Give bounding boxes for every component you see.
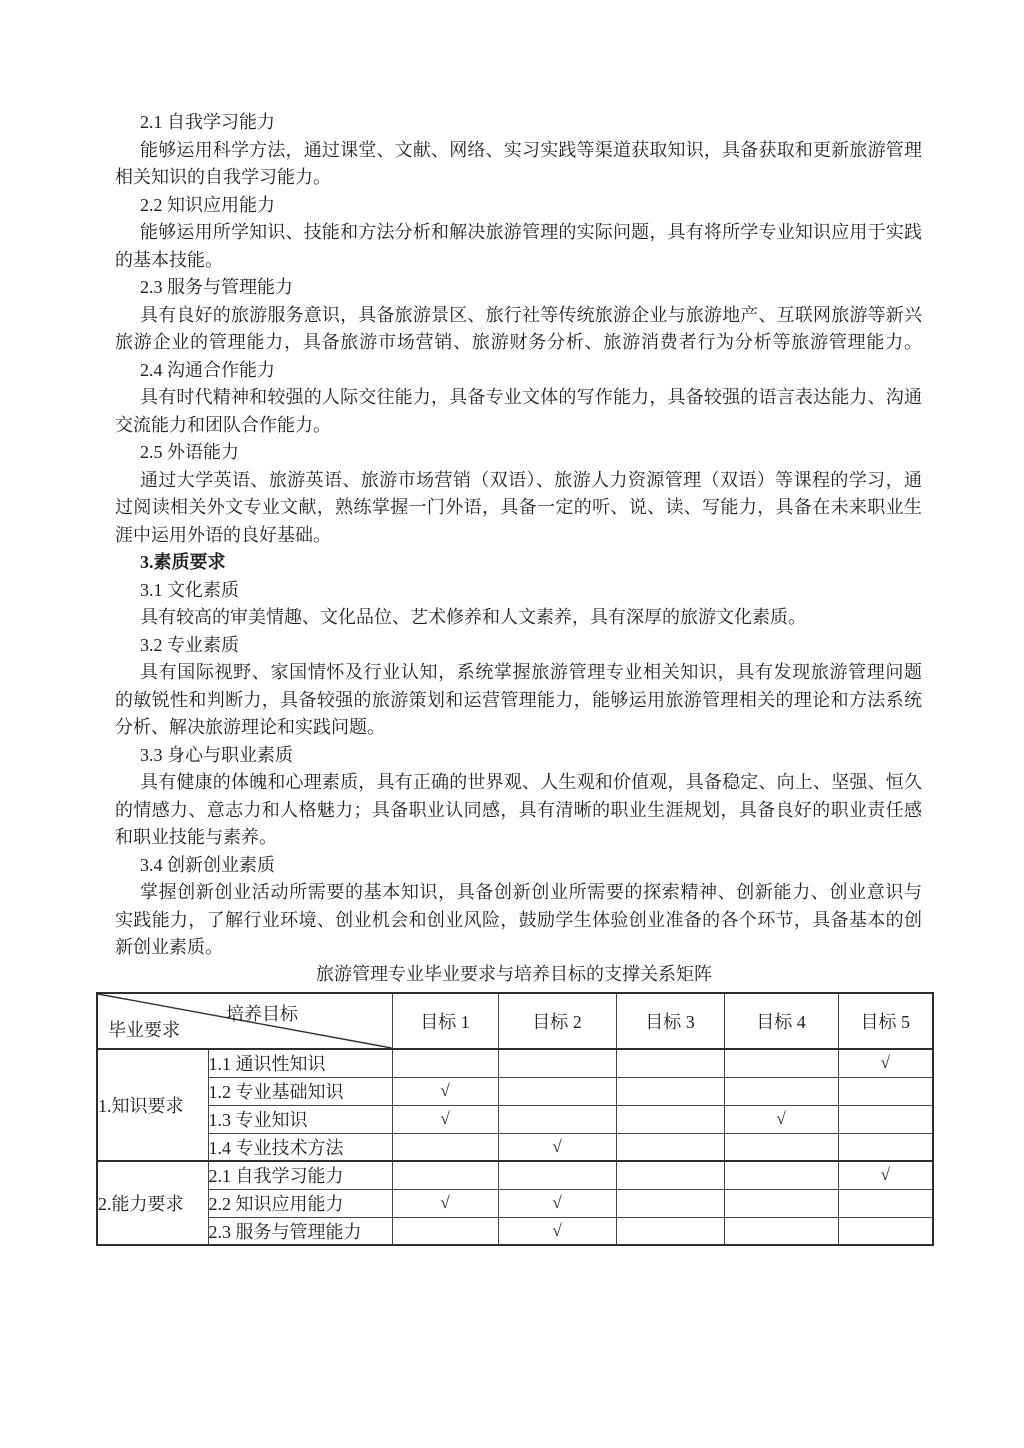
text-line: 能够运用所学知识、技能和方法分析和解决旅游管理的实际问题，具有将所学专业知识应用于实践: [140, 222, 922, 242]
text-line: 具有国际视野、家国情怀及行业认知，系统掌握旅游管理专业相关知识，具有发现旅游管理问题: [140, 662, 922, 682]
goal-header: 目标 5: [838, 993, 933, 1049]
matrix-empty-cell: [724, 1077, 838, 1105]
text-line: 2.2 知识应用能力: [140, 194, 275, 215]
text-line: 的情感力、意志力和人格魅力；具备职业认同感，具有清晰的职业生涯规划，具备良好的职业责任感: [115, 799, 922, 820]
body-text-block: [115, 109, 922, 962]
corner-top-label: 培养目标: [226, 1004, 298, 1024]
matrix-empty-cell: [616, 1161, 724, 1189]
support-check-cell: √: [392, 1189, 498, 1217]
matrix-empty-cell: [724, 1217, 838, 1245]
matrix-empty-cell: [616, 1133, 724, 1161]
text-line: 3.2 专业素质: [140, 634, 239, 655]
matrix-empty-cell: [724, 1189, 838, 1217]
requirement-item-cell: 1.2 专业基础知识: [208, 1077, 392, 1105]
text-line: 的敏锐性和判断力，具备较强的旅游策划和运营管理能力，能够运用旅游管理相关的理论和方法系统: [115, 689, 922, 710]
text-line: 和职业技能与素养。: [115, 827, 277, 847]
text-line: 交流能力和团队合作能力。: [115, 414, 331, 435]
matrix-empty-cell: [616, 1105, 724, 1133]
matrix-empty-cell: [392, 1133, 498, 1161]
text-line: 3.3 身心与职业素质: [140, 744, 293, 765]
requirement-group-cell: 1.知识要求: [97, 1049, 208, 1161]
matrix-empty-cell: [838, 1105, 933, 1133]
corner-bottom-label: 毕业要求: [108, 1020, 180, 1040]
text-line: 涯中运用外语的良好基础。: [115, 524, 331, 545]
text-line: 2.4 沟通合作能力: [140, 359, 275, 380]
matrix-empty-cell: [616, 1217, 724, 1245]
text-line: 具有较高的审美情趣、文化品位、艺术修养和人文素养，具有深厚的旅游文化素质。: [140, 607, 806, 627]
matrix-empty-cell: [838, 1133, 933, 1161]
matrix-empty-cell: [616, 1189, 724, 1217]
text-line: 2.3 服务与管理能力: [140, 277, 293, 297]
matrix-empty-cell: [392, 1217, 498, 1245]
matrix-empty-cell: [616, 1077, 724, 1105]
text-line: 新创业素质。: [115, 937, 223, 957]
goal-header: 目标 1: [392, 993, 498, 1049]
matrix-title: 旅游管理专业毕业要求与培养目标的支撑关系矩阵: [316, 964, 712, 984]
text-line: 的基本技能。: [115, 249, 223, 270]
requirement-item-cell: 1.3 专业知识: [208, 1105, 392, 1133]
text-line: 3.4 创新创业素质: [140, 854, 275, 875]
requirement-group-cell: 2.能力要求: [97, 1161, 208, 1245]
requirement-item-cell: 2.2 知识应用能力: [208, 1189, 392, 1217]
matrix-empty-cell: [498, 1105, 616, 1133]
requirement-item-cell: 2.3 服务与管理能力: [208, 1217, 392, 1245]
requirement-item-cell: 1.4 专业技术方法: [208, 1133, 392, 1161]
text-line: 通过大学英语、旅游英语、旅游市场营销（双语）、旅游人力资源管理（双语）等课程的学习，通: [140, 469, 922, 490]
text-line: 2.5 外语能力: [140, 442, 239, 462]
matrix-corner-cell: [97, 993, 392, 1049]
text-line: 分析、解决旅游理论和实践问题。: [115, 717, 385, 737]
text-line: 具有健康的体魄和心理素质，具有正确的世界观、人生观和价值观，具备稳定、向上、坚强、恒久: [140, 772, 922, 792]
support-check-cell: √: [838, 1161, 933, 1189]
text-line: 相关知识的自我学习能力。: [115, 167, 331, 187]
support-check-cell: √: [724, 1105, 838, 1133]
support-matrix: [96, 992, 932, 1246]
support-check-cell: √: [498, 1189, 616, 1217]
matrix-empty-cell: [498, 1049, 616, 1077]
text-line: 具有时代精神和较强的人际交往能力，具备专业文体的写作能力，具备较强的语言表达能力、沟通: [140, 387, 922, 407]
text-line: 掌握创新创业活动所需要的基本知识，具备创新创业所需要的探索精神、创新能力、创业意识与: [140, 882, 922, 902]
matrix-empty-cell: [724, 1049, 838, 1077]
text-line: 旅游企业的管理能力，具备旅游市场营销、旅游财务分析、旅游消费者行为分析等旅游管理能力。: [115, 332, 922, 352]
text-line: 3.1 文化素质: [140, 579, 239, 600]
support-matrix-table: [96, 992, 934, 1246]
requirement-item-cell: 1.1 通识性知识: [208, 1049, 392, 1077]
matrix-empty-cell: [724, 1133, 838, 1161]
support-check-cell: √: [498, 1133, 616, 1161]
requirement-item-cell: 2.1 自我学习能力: [208, 1161, 392, 1189]
goal-header: 目标 3: [616, 993, 724, 1049]
text-line: 3.素质要求: [140, 552, 226, 572]
support-check-cell: √: [838, 1049, 933, 1077]
support-check-cell: √: [392, 1077, 498, 1105]
matrix-empty-cell: [838, 1189, 933, 1217]
text-line: 具有良好的旅游服务意识，具备旅游景区、旅行社等传统旅游企业与旅游地产、互联网旅游等新兴: [140, 304, 922, 325]
matrix-empty-cell: [498, 1077, 616, 1105]
matrix-empty-cell: [498, 1161, 616, 1189]
matrix-empty-cell: [616, 1049, 724, 1077]
matrix-empty-cell: [392, 1161, 498, 1189]
goal-header: 目标 2: [498, 993, 616, 1049]
matrix-empty-cell: [838, 1077, 933, 1105]
matrix-empty-cell: [724, 1161, 838, 1189]
matrix-empty-cell: [838, 1217, 933, 1245]
text-line: 实践能力，了解行业环境、创业机会和创业风险，鼓励学生体验创业准备的各个环节，具备基本的创: [115, 909, 922, 930]
support-check-cell: √: [392, 1105, 498, 1133]
text-line: 能够运用科学方法，通过课堂、文献、网络、实习实践等渠道获取知识，具备获取和更新旅游管理: [140, 139, 922, 160]
goal-header: 目标 4: [724, 993, 838, 1049]
text-line: 过阅读相关外文专业文献，熟练掌握一门外语，具备一定的听、说、读、写能力，具备在未来职业生: [115, 497, 922, 517]
text-line: 2.1 自我学习能力: [140, 112, 275, 132]
support-check-cell: √: [498, 1217, 616, 1245]
matrix-empty-cell: [392, 1049, 498, 1077]
